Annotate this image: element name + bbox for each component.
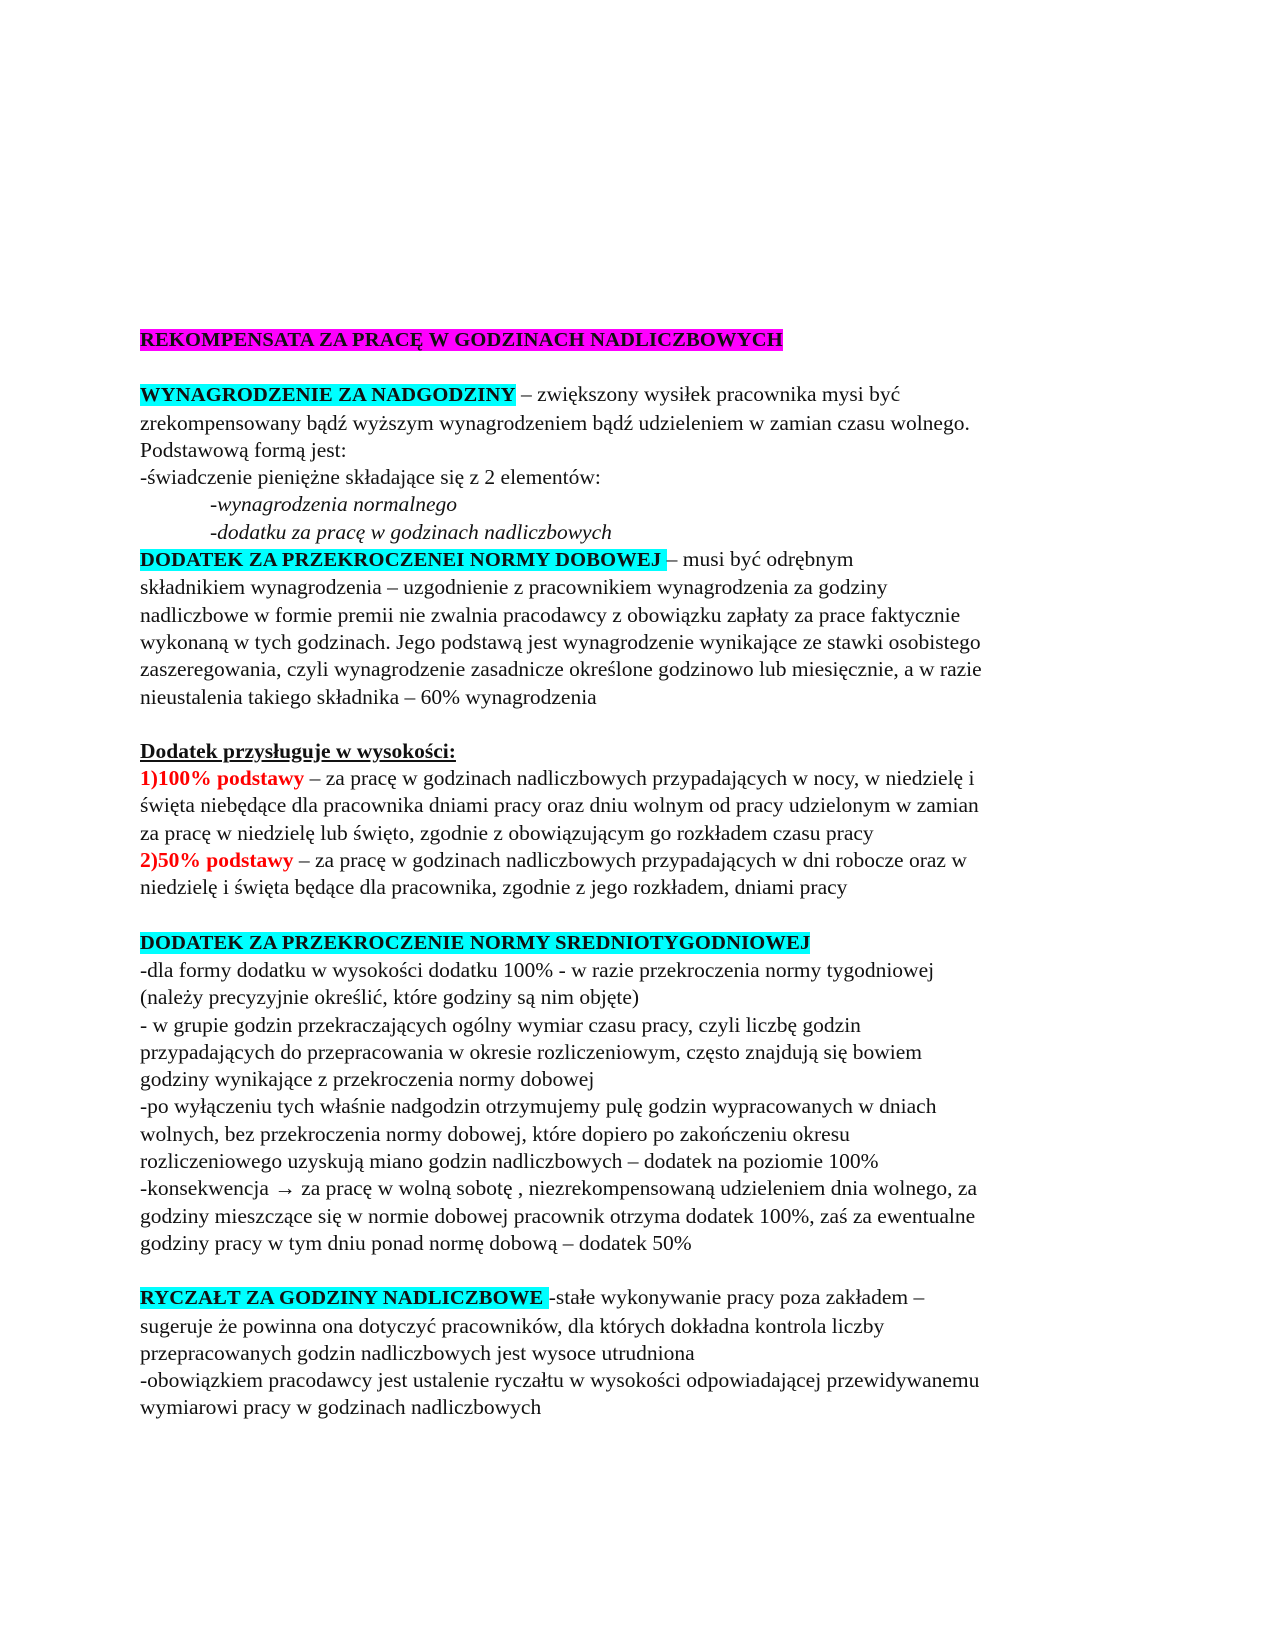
- s3-a-text: – za pracę w godzinach nadliczbowych przypadających w nocy, w niedzielę i: [304, 766, 975, 791]
- s2-line5: zaszeregowania, czyli wynagrodzenie zasadnicze określone godzinowo lub miesięcznie, a w razie: [140, 657, 982, 682]
- s4-line: godziny wynikające z przekroczenia normy dobowej: [140, 1067, 595, 1092]
- s2-text: – musi być odrębnym: [666, 547, 854, 572]
- s4-line: rozliczeniowego uzyskują miano godzin nadliczbowych – dodatek na poziomie 100%: [140, 1149, 879, 1174]
- s3-heading: Dodatek przysługuje w wysokości:: [140, 738, 456, 763]
- s4-line: wolnych, bez przekroczenia normy dobowej, które dopiero po zakończeniu okresu: [140, 1121, 850, 1146]
- s4-line: godziny pracy w tym dniu ponad normę dobową – dodatek 50%: [140, 1230, 692, 1255]
- s4-line: -po wyłączeniu tych właśnie nadgodzin otrzymujemy pulę godzin wypracowanych w dniach: [140, 1094, 937, 1119]
- s2-line6: nieustalenia takiego składnika – 60% wynagrodzenia: [140, 684, 597, 709]
- main-title-line: [140, 326, 1120, 354]
- s2-heading: DODATEK ZA PRZEKROCZENEI NORMY DOBOWEJ: [140, 549, 667, 572]
- s3-b-line2: niedzielę i święta będące dla pracownika, zgodnie z jego rozkładem, dniami pracy: [140, 875, 848, 900]
- s5-line1: [140, 1284, 1120, 1312]
- s1-heading: WYNAGRODZENIE ZA NADGODZINY: [140, 384, 516, 407]
- s3-a-line3: za pracę w niedzielę lub święto, zgodnie z obowiązującym go rozkładem czasu pracy: [140, 820, 874, 845]
- document-page: [140, 326, 1120, 1422]
- s5-text: -stałe wykonywanie pracy poza zakładem –: [548, 1285, 925, 1310]
- s4-heading: DODATEK ZA PRZEKROCZENIE NORMY SREDNIOTYGODNIOWEJ: [140, 931, 811, 954]
- spacer: [140, 902, 1120, 929]
- s1-text: – zwiększony wysiłek pracownika mysi być: [515, 382, 901, 407]
- s1-line4: -świadczenie pieniężne składające się z 2 elementów:: [140, 465, 601, 490]
- s3-b-line1: [140, 847, 1120, 874]
- s5-line5: wymiarowi pracy w godzinach nadliczbowych: [140, 1395, 542, 1420]
- spacer: [140, 1257, 1120, 1284]
- s3-b-label: 2)50% podstawy: [140, 848, 294, 873]
- s4-line: godziny mieszczące się w normie dobowej pracownik otrzyma dodatek 100%, zaś za ewentualne: [140, 1203, 976, 1228]
- s5-line3: przepracowanych godzin nadliczbowych jest wysoce utrudniona: [140, 1340, 695, 1365]
- main-title: REKOMPENSATA ZA PRACĘ W GODZINACH NADLICZBOWYCH: [140, 329, 783, 351]
- s5-heading: RYCZAŁT ZA GODZINY NADLICZBOWE: [140, 1287, 549, 1310]
- s3-a-line2: święta niebędące dla pracownika dniami pracy oraz dniu wolnym od pracy udzielonym w zamian: [140, 793, 979, 818]
- s3-heading-line: [140, 738, 1120, 765]
- s3-b-text: – za pracę w godzinach nadliczbowych przypadających w dni robocze oraz w: [293, 848, 967, 873]
- s4-line: (należy precyzyjnie określić, które godziny są nim objęte): [140, 985, 640, 1010]
- s4-line: -dla formy dodatku w wysokości dodatku 100% - w razie przekroczenia normy tygodniowej: [140, 957, 935, 982]
- s1-item2: -dodatku za pracę w godzinach nadliczbowych: [210, 519, 612, 544]
- s1-line1: [140, 381, 1120, 409]
- spacer: [140, 711, 1120, 738]
- s5-line2: sugeruje że powinna ona dotyczyć pracowników, dla których dokładna kontrola liczby: [140, 1313, 885, 1338]
- spacer: [140, 354, 1120, 381]
- s2-line3: nadliczbowe w formie premii nie zwalnia pracodawcy z obowiązku zapłaty za prace faktycznie: [140, 602, 961, 627]
- s4-heading-line: [140, 929, 1120, 957]
- s4-line: - w grupie godzin przekraczających ogólny wymiar czasu pracy, czyli liczbę godzin: [140, 1012, 861, 1037]
- s2-line4: wykonaną w tych godzinach. Jego podstawą jest wynagrodzenie wynikające ze stawki osobistego: [140, 629, 981, 654]
- s1-item1: -wynagrodzenia normalnego: [210, 492, 458, 517]
- s2-line2: składnikiem wynagrodzenia – uzgodnienie z pracownikiem wynagrodzenia za godziny: [140, 575, 888, 600]
- s3-a-label: 1)100% podstawy: [140, 766, 305, 791]
- s1-line3: Podstawową formą jest:: [140, 437, 347, 462]
- s4-line: -konsekwencja → za pracę w wolną sobotę , niezrekompensowaną udzieleniem dnia wolnego, za: [140, 1176, 977, 1201]
- s5-line4: -obowiązkiem pracodawcy jest ustalenie ryczałtu w wysokości odpowiadającej przewidywanemu: [140, 1368, 980, 1393]
- s2-line1: [140, 546, 1120, 574]
- s3-a-line1: [140, 765, 1120, 792]
- s1-line2: zrekompensowany bądź wyższym wynagrodzeniem bądź udzieleniem w zamian czasu wolnego.: [140, 410, 970, 435]
- s4-line: przypadających do przepracowania w okresie rozliczeniowym, często znajdują się bowiem: [140, 1039, 923, 1064]
